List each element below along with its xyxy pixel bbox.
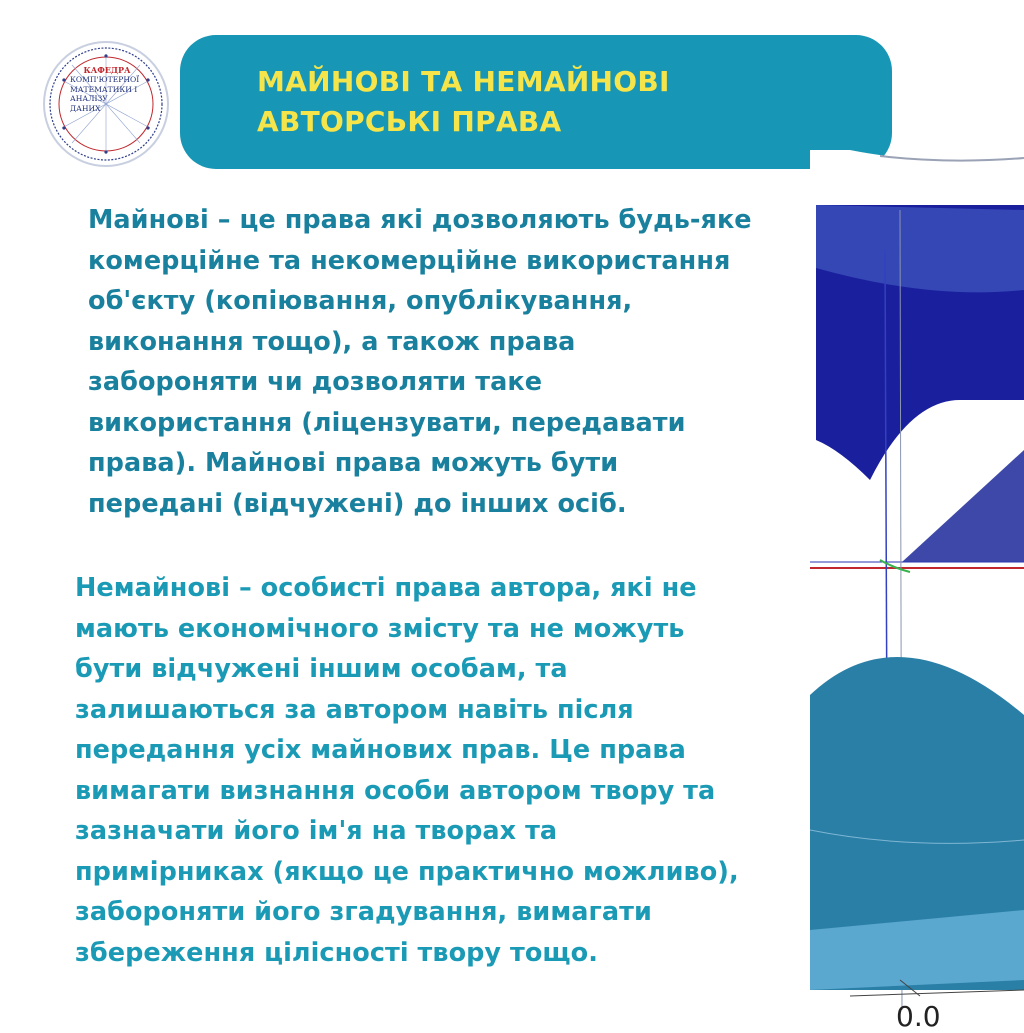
logo-line: МАТЕМАТИКИ І — [70, 84, 138, 94]
logo-line: АНАЛІЗУ — [70, 94, 108, 104]
logo-title: КАФЕДРА — [83, 65, 131, 75]
paragraph-moral-rights: Немайнові – особисті права автора, які не мають економічного змісту та не можуть бути відчужені іншим особам, та залишаються за автором навіть після передання усіх майнових прав. Це права вимагати визнання особи автором твору та зазначати його ім'я на творах та примірниках (якщо це практично можливо), забороняти його згадування, вимагати збереження цілісності твору тощо. — [75, 573, 739, 968]
title-banner — [180, 35, 892, 169]
page-title: МАЙНОВІ ТА НЕМАЙНОВІ АВТОРСЬКІ ПРАВА — [257, 65, 670, 138]
logo-text — [70, 66, 150, 113]
decorative-plot-image — [810, 150, 1024, 1024]
plot-axis-label: 0.0 — [896, 1000, 941, 1033]
department-logo — [42, 40, 170, 168]
logo-line: КОМП'ЮТЕРНОЇ — [70, 75, 140, 85]
logo-line: ДАНИХ — [70, 103, 101, 113]
paragraph-property-rights: Майнові – це права які дозволяють будь-яке комерційне та некомерційне використання об'єкту (копіювання, опублікування, виконання тощо), а також права забороняти чи дозволяти таке використання (ліцензувати, передавати права). Майнові права можуть бути передані (відчужені) до інших осіб. — [88, 205, 752, 519]
